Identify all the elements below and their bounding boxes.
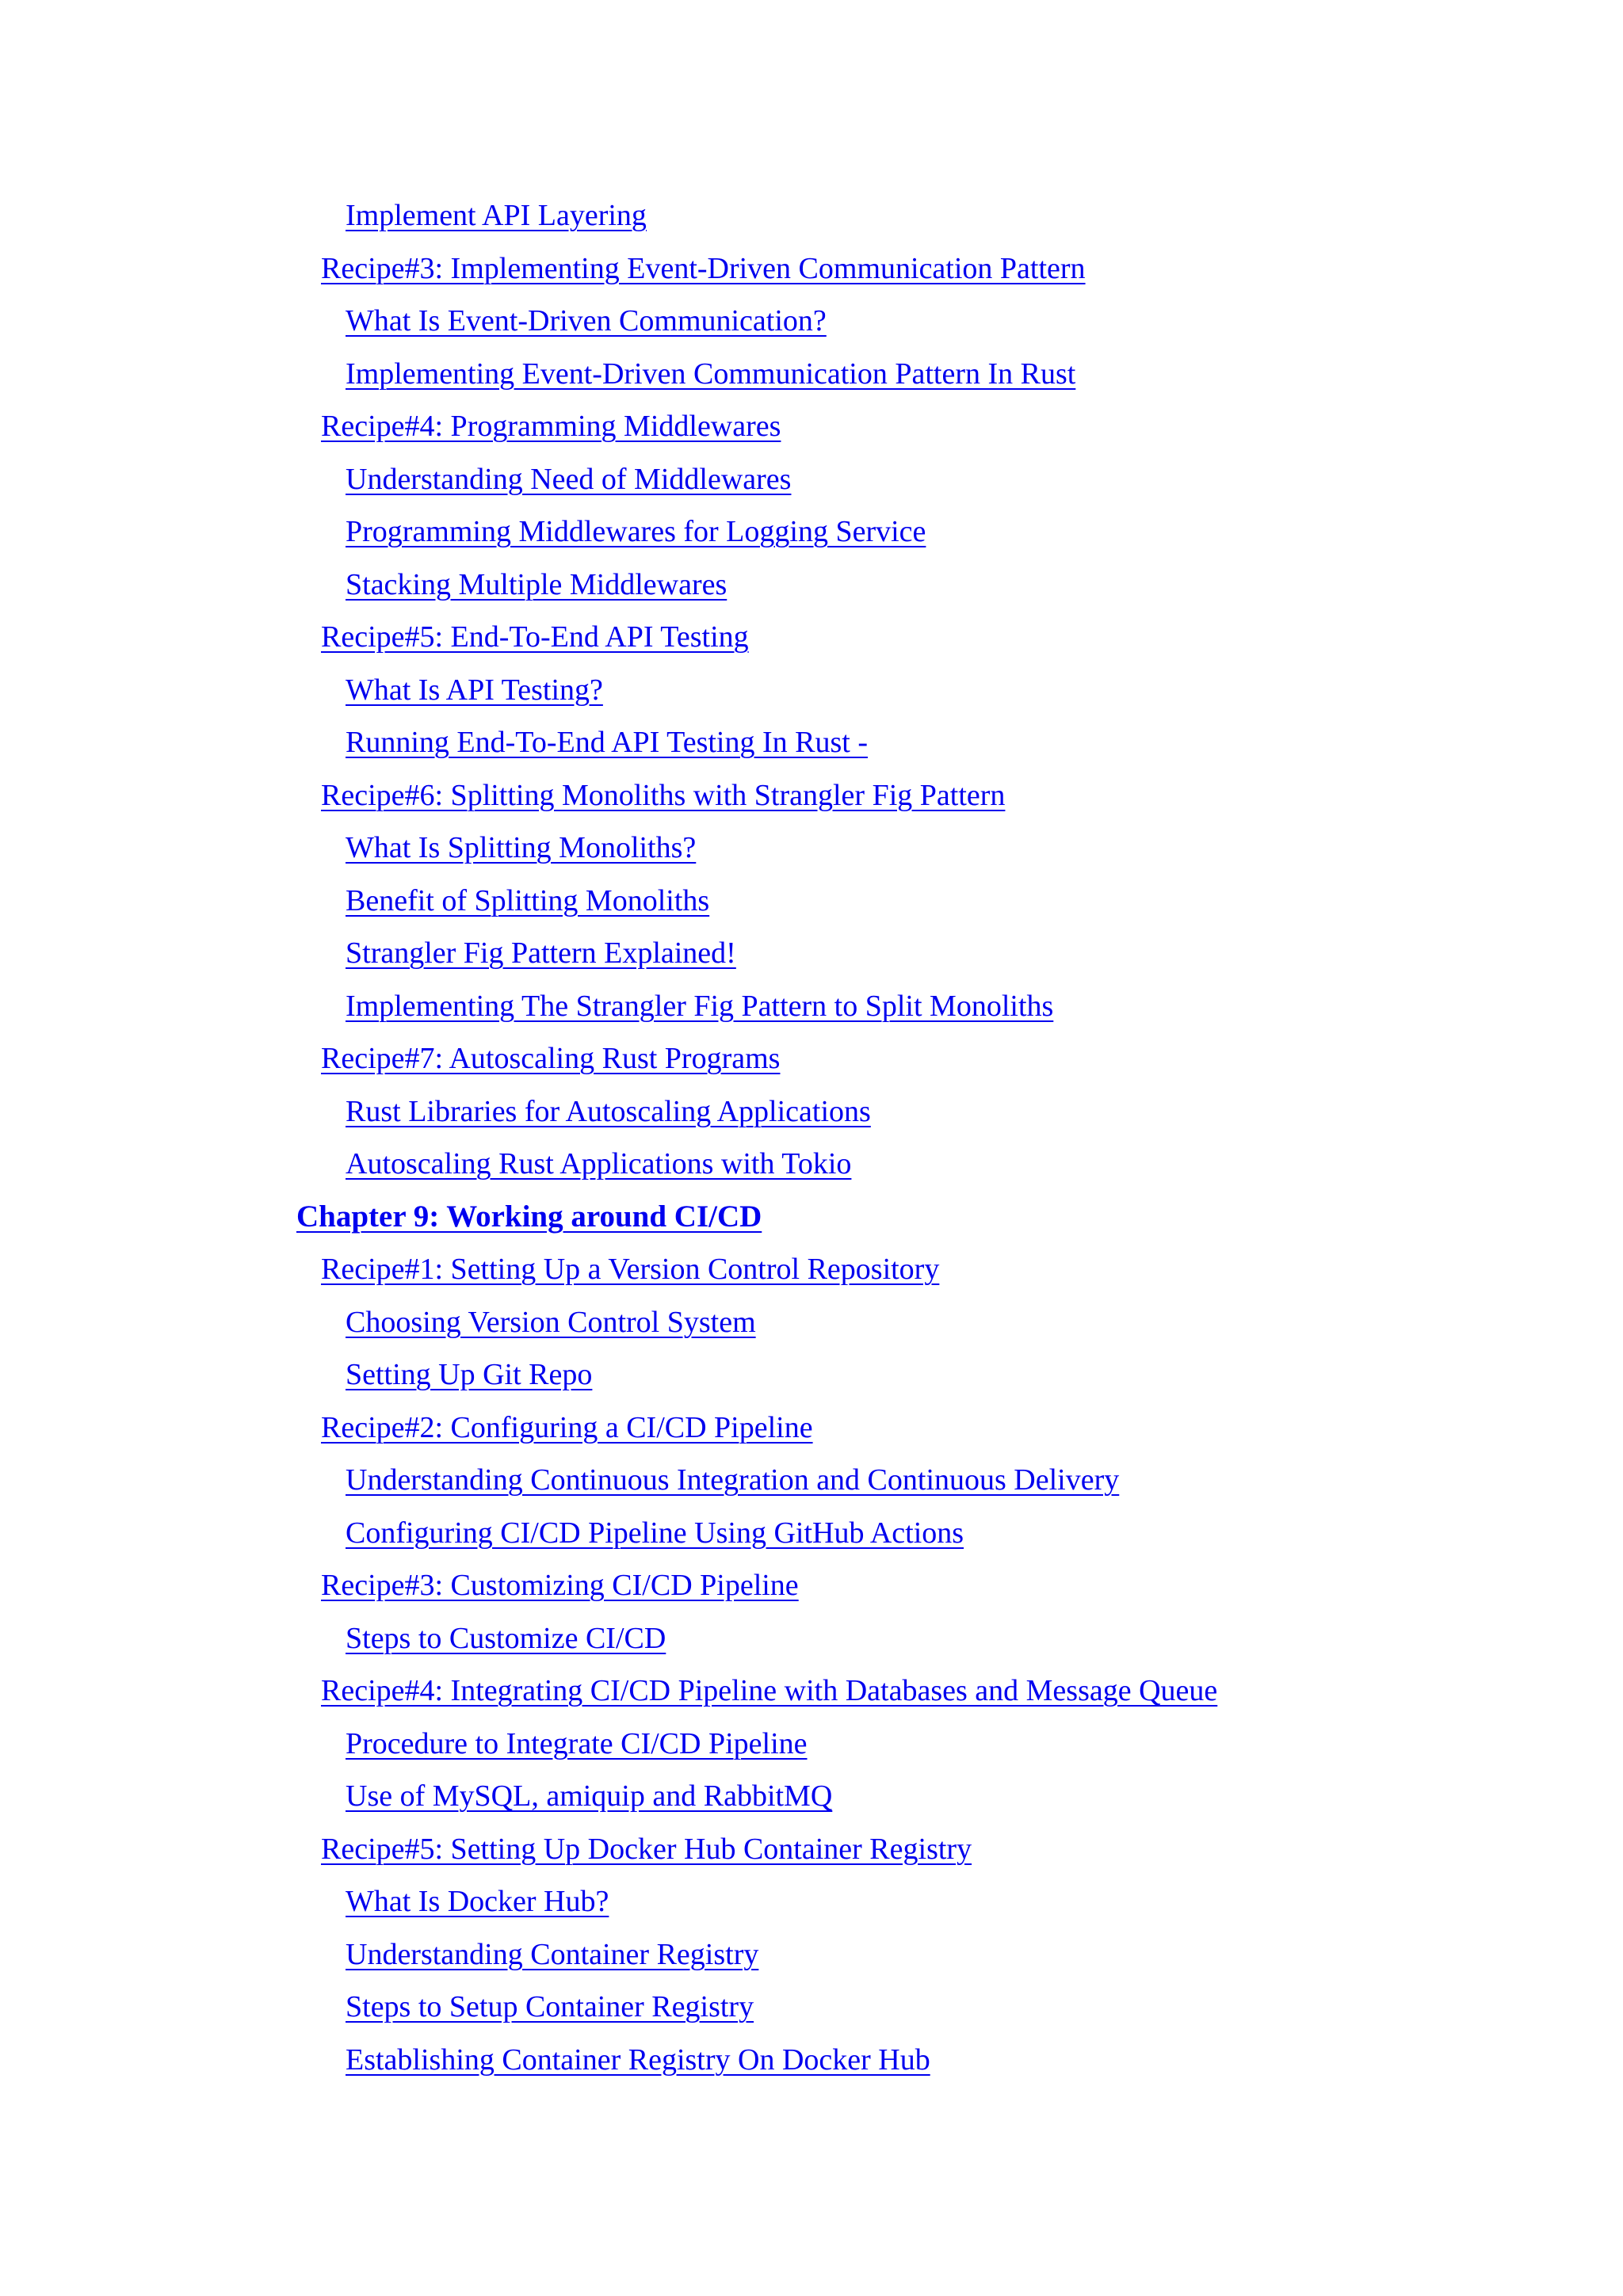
toc-section-item <box>0 1085 1623 1138</box>
toc-section-link[interactable]: Benefit of Splitting Monoliths <box>346 883 710 917</box>
toc-section-item <box>0 1928 1623 1981</box>
toc-section-link[interactable]: Rust Libraries for Autoscaling Applications <box>346 1094 871 1128</box>
toc-section-item <box>0 1348 1623 1402</box>
toc-recipe-item <box>0 1032 1623 1085</box>
toc-section-item <box>0 1612 1623 1665</box>
toc-section-link[interactable]: Use of MySQL, amiquip and RabbitMQ <box>346 1779 833 1813</box>
toc-section-item <box>0 716 1623 769</box>
toc-section-item <box>0 1507 1623 1560</box>
toc-section-link[interactable]: What Is API Testing? <box>346 673 603 707</box>
toc-recipe-item <box>0 1665 1623 1718</box>
toc-recipe-item <box>0 1243 1623 1296</box>
toc-recipe-link[interactable]: Recipe#3: Implementing Event-Driven Communication Pattern <box>321 251 1086 285</box>
toc-recipe-item <box>0 242 1623 296</box>
toc-recipe-item <box>0 611 1623 664</box>
toc-recipe-item <box>0 769 1623 822</box>
toc-section-link[interactable]: Steps to Setup Container Registry <box>346 1990 754 2023</box>
toc-section-item <box>0 927 1623 980</box>
table-of-contents <box>0 189 1623 2086</box>
toc-section-link[interactable]: Establishing Container Registry On Docker Hub <box>346 2042 930 2077</box>
toc-section-item <box>0 1875 1623 1928</box>
toc-section-item <box>0 453 1623 506</box>
toc-recipe-item <box>0 1823 1623 1876</box>
toc-section-link[interactable]: Configuring CI/CD Pipeline Using GitHub Actions <box>346 1516 964 1550</box>
toc-section-link[interactable]: Running End-To-End API Testing In Rust - <box>346 726 868 759</box>
toc-section-item <box>0 2034 1623 2087</box>
toc-section-link[interactable]: Setting Up Git Repo <box>346 1358 593 1391</box>
toc-recipe-link[interactable]: Recipe#2: Configuring a CI/CD Pipeline <box>321 1410 813 1444</box>
toc-section-item <box>0 559 1623 612</box>
toc-section-item <box>0 505 1623 559</box>
toc-recipe-link[interactable]: Recipe#5: Setting Up Docker Hub Container Registry <box>321 1832 972 1866</box>
toc-chapter-item <box>0 1191 1623 1244</box>
toc-section-link[interactable]: What Is Event-Driven Communication? <box>346 304 827 338</box>
toc-section-link[interactable]: Understanding Need of Middlewares <box>346 462 792 496</box>
toc-recipe-link[interactable]: Recipe#3: Customizing CI/CD Pipeline <box>321 1569 799 1602</box>
toc-recipe-link[interactable]: Recipe#7: Autoscaling Rust Programs <box>321 1042 781 1075</box>
toc-section-item <box>0 1718 1623 1771</box>
toc-recipe-link[interactable]: Recipe#4: Programming Middlewares <box>321 410 781 443</box>
toc-section-link[interactable]: Understanding Continuous Integration and Continuous Delivery <box>346 1463 1120 1497</box>
toc-recipe-item <box>0 400 1623 453</box>
toc-section-item <box>0 1138 1623 1191</box>
toc-section-item <box>0 664 1623 717</box>
toc-recipe-item <box>0 1559 1623 1612</box>
toc-recipe-link[interactable]: Recipe#6: Splitting Monoliths with Strangler Fig Pattern <box>321 778 1006 812</box>
toc-section-item <box>0 1770 1623 1823</box>
toc-recipe-item <box>0 1402 1623 1455</box>
toc-section-link[interactable]: Stacking Multiple Middlewares <box>346 567 727 601</box>
toc-section-link[interactable]: Programming Middlewares for Logging Service <box>346 515 926 548</box>
toc-recipe-link[interactable]: Recipe#4: Integrating CI/CD Pipeline with Databases and Message Queue <box>321 1674 1218 1707</box>
toc-section-link[interactable]: Implementing Event-Driven Communication Pattern In Rust <box>346 357 1076 391</box>
toc-chapter-link[interactable]: Chapter 9: Working around CI/CD <box>296 1199 762 1234</box>
toc-section-link[interactable]: Understanding Container Registry <box>346 1937 759 1971</box>
toc-section-item <box>0 980 1623 1033</box>
toc-section-link[interactable]: What Is Docker Hub? <box>346 1885 609 1918</box>
toc-section-link[interactable]: Implementing The Strangler Fig Pattern to Split Monoliths <box>346 989 1054 1023</box>
toc-section-item <box>0 875 1623 928</box>
toc-section-link[interactable]: Autoscaling Rust Applications with Tokio <box>346 1147 852 1180</box>
toc-section-link[interactable]: Strangler Fig Pattern Explained! <box>346 936 736 970</box>
toc-section-item <box>0 1454 1623 1507</box>
toc-section-item <box>0 295 1623 348</box>
toc-section-item <box>0 1296 1623 1349</box>
toc-section-link[interactable]: Implement API Layering <box>346 199 647 232</box>
toc-section-item <box>0 1981 1623 2034</box>
toc-section-item <box>0 822 1623 875</box>
toc-section-link[interactable]: What Is Splitting Monoliths? <box>346 831 697 864</box>
toc-recipe-link[interactable]: Recipe#5: End-To-End API Testing <box>321 620 749 654</box>
toc-section-item <box>0 189 1623 242</box>
toc-recipe-link[interactable]: Recipe#1: Setting Up a Version Control Repository <box>321 1253 940 1286</box>
toc-section-link[interactable]: Steps to Customize CI/CD <box>346 1621 666 1655</box>
toc-section-item <box>0 348 1623 401</box>
toc-section-link[interactable]: Choosing Version Control System <box>346 1305 756 1339</box>
toc-section-link[interactable]: Procedure to Integrate CI/CD Pipeline <box>346 1726 808 1760</box>
